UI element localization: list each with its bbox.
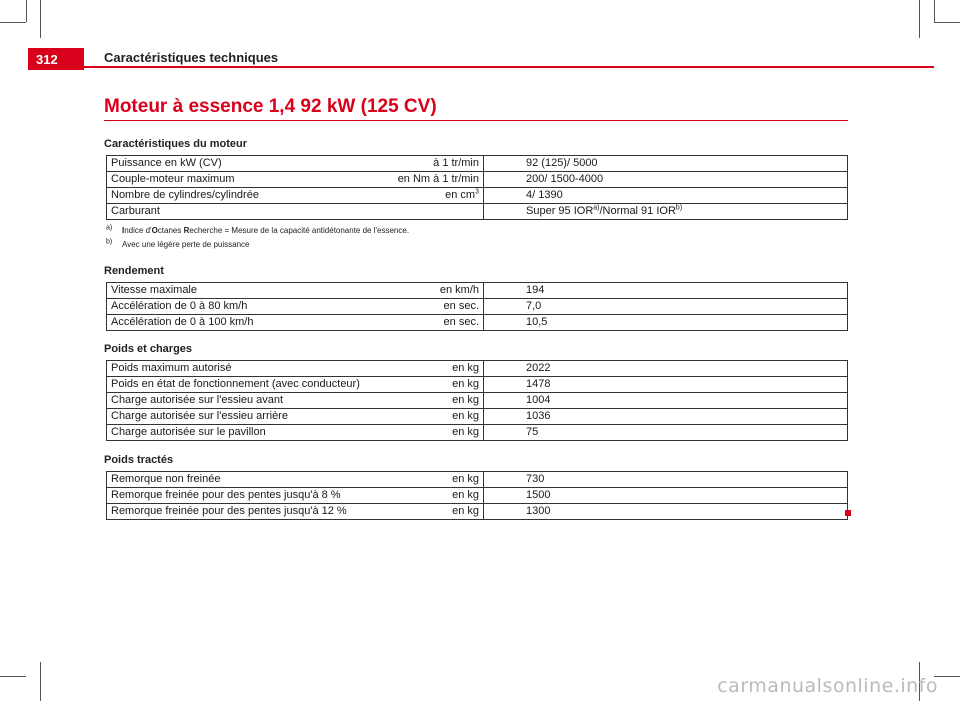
row-value: 1478: [484, 377, 848, 393]
crop-mark: [40, 662, 41, 701]
row-unit: en kg: [365, 425, 484, 441]
table-row: [107, 409, 848, 425]
table-row: [107, 172, 848, 188]
row-value: 2022: [484, 361, 848, 377]
table-row: [107, 361, 848, 377]
table-row: [107, 377, 848, 393]
row-value: 75: [484, 425, 848, 441]
row-label: Remorque non freinée: [107, 472, 366, 488]
watermark: carmanualsonline.info: [717, 675, 938, 697]
section-heading-towing: Poids tractés: [104, 454, 174, 466]
crop-mark: [934, 0, 935, 22]
footnote-text: Indice d'Octanes Recherche = Mesure de la capacité antidétonante de l'essence.: [122, 226, 410, 235]
table-row: [107, 393, 848, 409]
crop-mark: [919, 0, 920, 38]
row-unit: en Nm à 1 tr/min: [365, 172, 484, 188]
row-label: Carburant: [107, 204, 366, 220]
row-value: 92 (125)/ 5000: [484, 156, 848, 172]
footnote-text: Avec une légère perte de puissance: [122, 240, 250, 249]
row-unit: en kg: [365, 361, 484, 377]
section-end-marker: [845, 510, 851, 516]
table-row: [107, 472, 848, 488]
row-label: Nombre de cylindres/cylindrée: [107, 188, 366, 204]
row-unit: en kg: [365, 393, 484, 409]
footnote-ref: a): [593, 204, 600, 212]
table-row: [107, 425, 848, 441]
row-label: Accélération de 0 à 100 km/h: [107, 315, 366, 331]
page-number: 312: [28, 48, 84, 70]
row-label: Poids en état de fonctionnement (avec conducteur): [107, 377, 366, 393]
page-title: Moteur à essence 1,4 92 kW (125 CV): [104, 96, 437, 117]
chapter-title: Caractéristiques techniques: [104, 50, 279, 65]
row-unit: en kg: [365, 409, 484, 425]
crop-mark: [40, 0, 41, 38]
crop-mark: [26, 0, 27, 22]
row-unit: [365, 188, 484, 204]
row-unit: en sec.: [365, 299, 484, 315]
title-rule: [104, 120, 848, 121]
table-row: [107, 283, 848, 299]
footnote-mark: a): [106, 224, 113, 232]
performance-table: [106, 282, 848, 331]
section-heading-weights: Poids et charges: [104, 343, 193, 355]
section-heading-performance: Rendement: [104, 265, 164, 277]
crop-mark: [934, 22, 960, 23]
row-label: Puissance en kW (CV): [107, 156, 366, 172]
footnote-mark: b): [106, 238, 113, 246]
row-unit: en sec.: [365, 315, 484, 331]
footnotes: [106, 226, 409, 254]
row-value: 4/ 1390: [484, 188, 848, 204]
table-row: [107, 156, 848, 172]
table-row: [107, 299, 848, 315]
row-label: Charge autorisée sur le pavillon: [107, 425, 366, 441]
row-unit: en kg: [365, 472, 484, 488]
row-unit: en kg: [365, 504, 484, 520]
row-label: Accélération de 0 à 80 km/h: [107, 299, 366, 315]
row-value: 200/ 1500-4000: [484, 172, 848, 188]
row-unit: à 1 tr/min: [365, 156, 484, 172]
fuel-text: /Normal 91 IOR: [599, 205, 676, 217]
row-value: 1500: [484, 488, 848, 504]
row-label: Charge autorisée sur l'essieu arrière: [107, 409, 366, 425]
fuel-text: Super 95 IOR: [526, 205, 594, 217]
row-value: [484, 204, 848, 220]
unit-text: en cm: [445, 189, 476, 201]
section-heading-engine: Caractéristiques du moteur: [104, 138, 248, 150]
towing-table: [106, 471, 848, 520]
footnote-ref: b): [675, 204, 683, 212]
row-value: 730: [484, 472, 848, 488]
row-value: 7,0: [484, 299, 848, 315]
table-row: [107, 488, 848, 504]
table-row: [107, 188, 848, 204]
row-label: Vitesse maximale: [107, 283, 366, 299]
row-label: Poids maximum autorisé: [107, 361, 366, 377]
row-unit: en km/h: [365, 283, 484, 299]
row-unit: en kg: [365, 488, 484, 504]
engine-spec-table: [106, 155, 848, 220]
row-value: 1300: [484, 504, 848, 520]
row-value: 1004: [484, 393, 848, 409]
table-row: [107, 504, 848, 520]
row-label: Couple-moteur maximum: [107, 172, 366, 188]
row-label: Charge autorisée sur l'essieu avant: [107, 393, 366, 409]
footnote-b: [106, 240, 409, 249]
row-value: 194: [484, 283, 848, 299]
crop-mark: [0, 676, 26, 677]
row-unit: [365, 204, 484, 220]
row-value: 1036: [484, 409, 848, 425]
header-rule: [28, 66, 934, 68]
crop-mark: [0, 22, 26, 23]
row-unit: en kg: [365, 377, 484, 393]
row-value: 10,5: [484, 315, 848, 331]
unit-superscript: 3: [475, 188, 479, 196]
row-label: Remorque freinée pour des pentes jusqu'à 12 %: [107, 504, 366, 520]
row-label: Remorque freinée pour des pentes jusqu'à 8 %: [107, 488, 366, 504]
table-row: [107, 204, 848, 220]
weights-table: [106, 360, 848, 441]
table-row: [107, 315, 848, 331]
footnote-a: [106, 226, 409, 235]
